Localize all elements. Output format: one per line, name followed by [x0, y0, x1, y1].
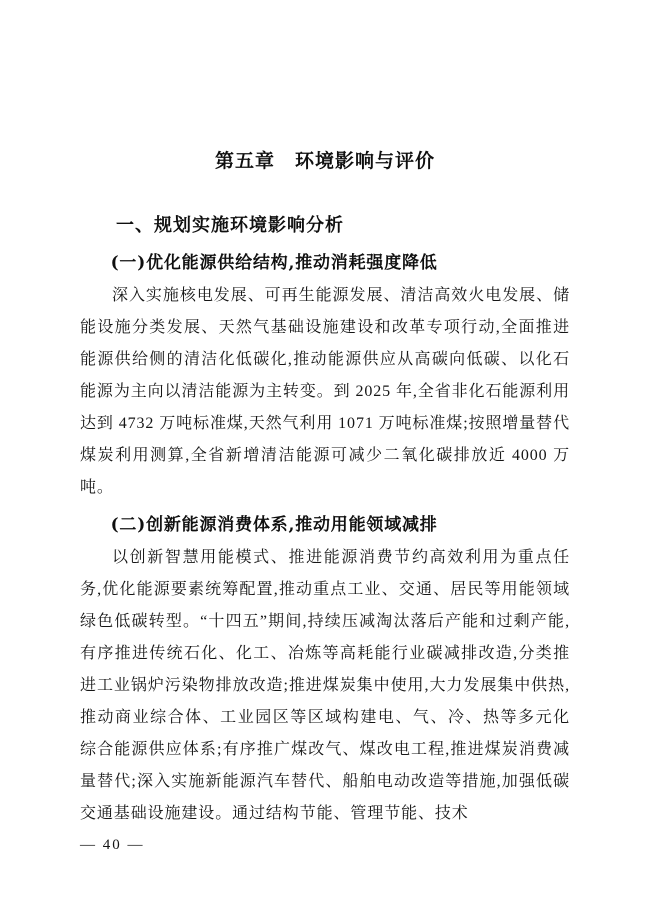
subsection-1-paragraph: 深入实施核电发展、可再生能源发展、清洁高效火电发展、储能设施分类发展、天然气基础设施建设和改革专项行动,全面推进能源供给侧的清洁化低碳化,推动能源供应从高碳向低碳、以化石能源为主向以清洁能源为主转变。到 2025 年,全省非化石能源利用达到 4732 万吨标准煤,天然气利用 1071 万吨标准煤;按照增量替代煤炭利用测算,全省新增清洁能源可减少二氧化碳排放近 4000 万吨。 — [80, 287, 570, 496]
page-number: — 40 — — [80, 837, 145, 853]
subsection-2-heading: (二)创新能源消费体系,推动用能领域减排 — [110, 515, 438, 535]
subsection-2-paragraph: 以创新智慧用能模式、推进能源消费节约高效利用为重点任务,优化能源要素统筹配置,推动重点工业、交通、居民等用能领域绿色低碳转型。“十四五”期间,持续压减淘汰落后产能和过剩产能,有序推进传统石化、化工、冶炼等高耗能行业碳减排改造,分类推进工业锅炉污染物排放改造;推进煤炭集中使用,大力发展集中供热,推动商业综合体、工业园区等区域构建电、气、冷、热等多元化综合能源供应体系;有序推广煤改气、煤改电工程,推进煤炭消费减量替代;深入实施新能源汽车替代、船舶电动改造等措施,加强低碳交通基础设施建设。通过结构节能、管理节能、技术 — [80, 549, 570, 822]
chapter-title: 第五章 环境影响与评价 — [214, 151, 435, 172]
subsection-1-heading: (一)优化能源供给结构,推动消耗强度降低 — [110, 253, 438, 273]
section-heading-analysis: 一、规划实施环境影响分析 — [116, 215, 344, 235]
